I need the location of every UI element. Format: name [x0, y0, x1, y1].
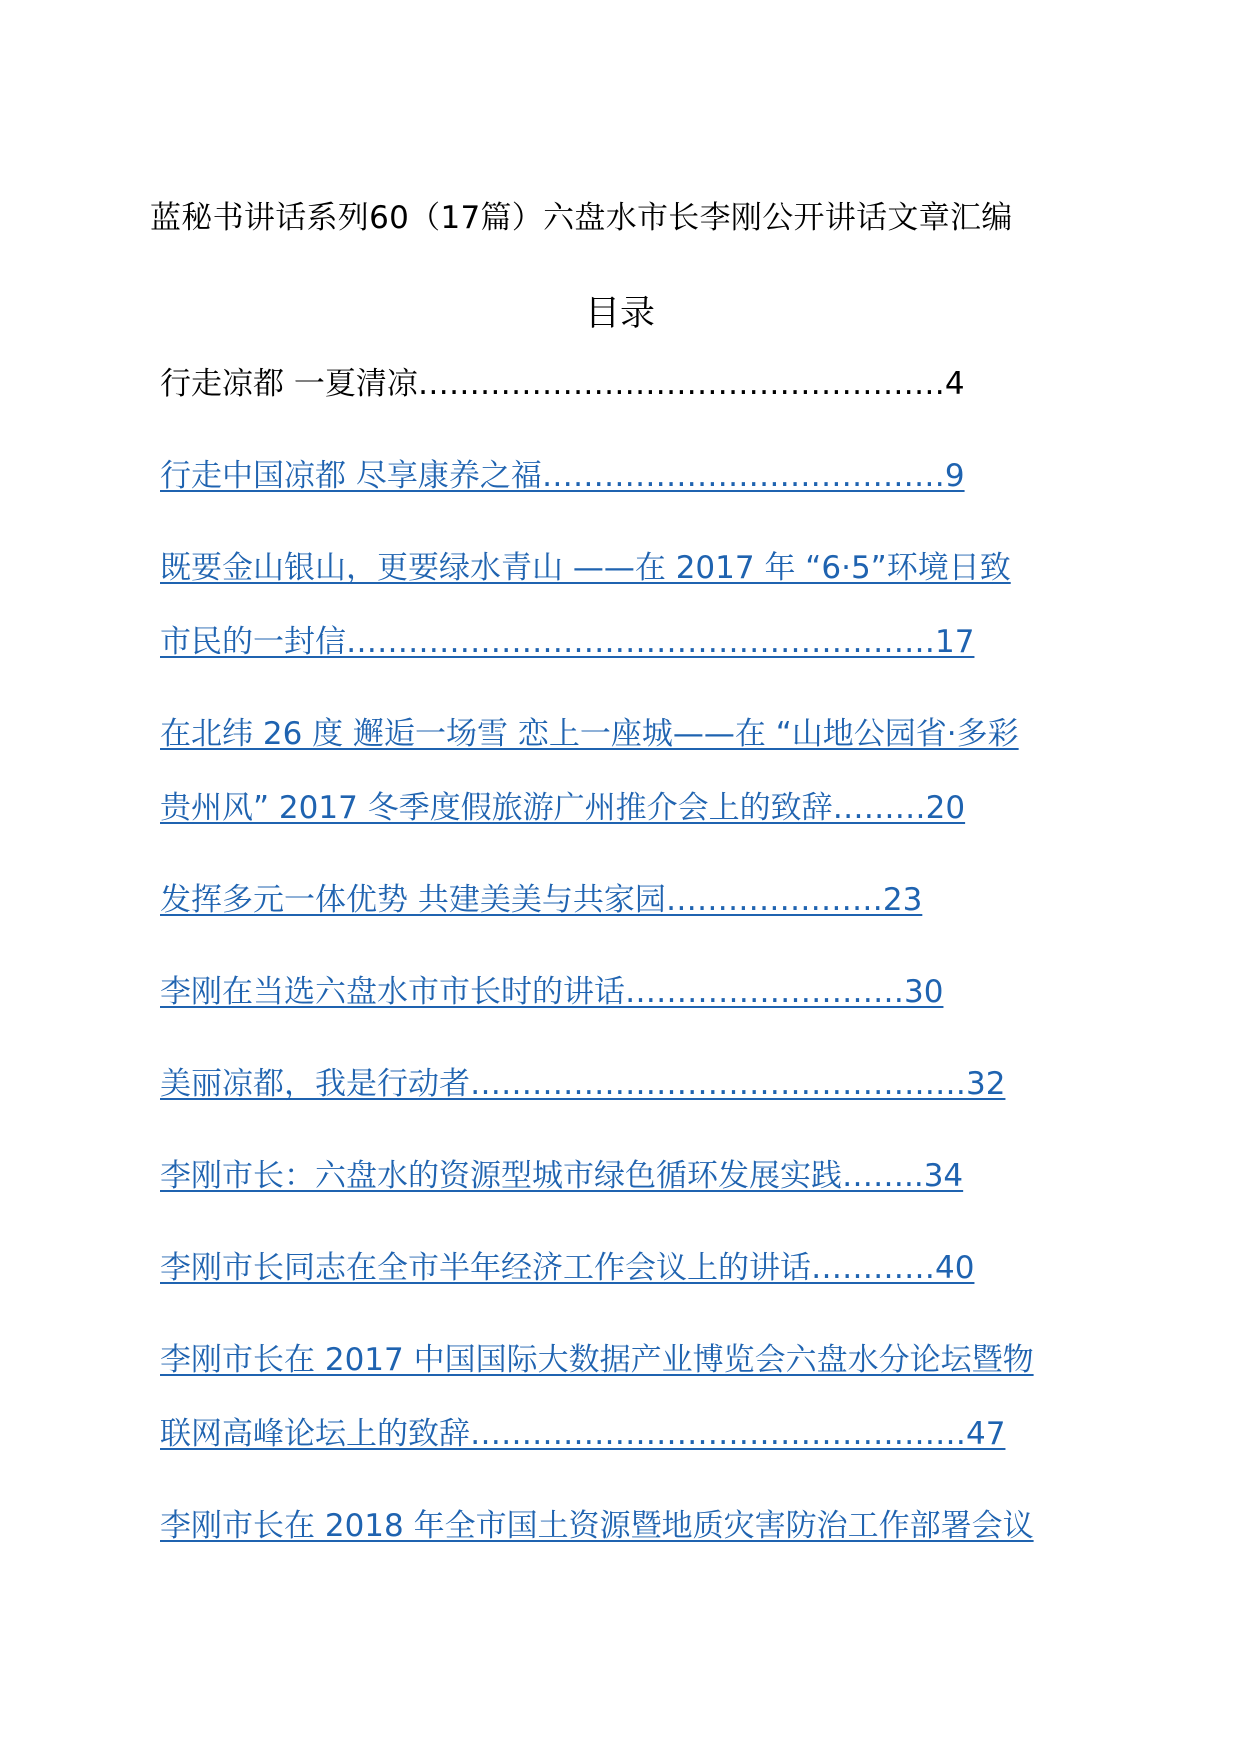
toc-entry-10-link[interactable]	[160, 1338, 1096, 1382]
document-title: 蓝秘书讲话系列60（17篇）六盘水市长李刚公开讲话文章汇编	[150, 200, 1013, 236]
toc-entry-7-link[interactable]	[160, 1062, 1026, 1106]
toc-entry-11-link[interactable]	[160, 1504, 1096, 1548]
toc-entry-2-link[interactable]	[160, 454, 1026, 498]
toc-entry-3-link-cont[interactable]	[160, 620, 1026, 664]
toc-entry-text[interactable]: 贵州风” 2017 冬季度假旅游广州推介会上的致辞………20	[160, 790, 966, 826]
toc-entry-text[interactable]: 发挥多元一体优势 共建美美与共家园…………………23	[160, 882, 923, 918]
toc-entry-8-link[interactable]	[160, 1154, 1026, 1198]
toc-entry-text[interactable]: 李刚市长在 2018 年全市国土资源暨地质灾害防治工作部署会议	[160, 1508, 1034, 1544]
toc-entry-9-link[interactable]	[160, 1246, 1026, 1290]
toc-entry-text[interactable]: 在北纬 26 度 邂逅一场雪 恋上一座城——在 “山地公园省·多彩	[160, 716, 1019, 752]
toc-entry-text[interactable]: 既要金山银山，更要绿水青山 ——在 2017 年 “6·5”环境日致	[160, 550, 1011, 586]
toc-entry-text[interactable]: 市民的一封信…………………………………………………17	[160, 624, 975, 660]
toc-entry-4-link[interactable]	[160, 712, 1096, 756]
toc-entry-1	[160, 362, 1026, 406]
toc-entry-text[interactable]: 李刚市长同志在全市半年经济工作会议上的讲话…………40	[160, 1250, 975, 1286]
toc-entry-text[interactable]: 李刚在当选六盘水市市长时的讲话………………………30	[160, 974, 944, 1010]
toc-entry-5-link[interactable]	[160, 878, 1026, 922]
toc-entry-text[interactable]: 行走中国凉都 尽享康养之福…………………………………9	[160, 458, 965, 494]
toc-entry-3-link[interactable]	[160, 546, 1096, 590]
toc-heading: 目录	[584, 294, 655, 334]
toc-entry-4-link-cont[interactable]	[160, 786, 1026, 830]
toc-entry-6-link[interactable]	[160, 970, 1026, 1014]
toc-entry-text[interactable]: 联网高峰论坛上的致辞…………………………………………47	[160, 1416, 1006, 1452]
toc-entry-text: 行走凉都 一夏清凉……………………………………………4	[160, 366, 965, 402]
toc-entry-text[interactable]: 美丽凉都，我是行动者…………………………………………32	[160, 1066, 1006, 1102]
toc-entry-text[interactable]: 李刚市长在 2017 中国国际大数据产业博览会六盘水分论坛暨物	[160, 1342, 1034, 1378]
toc-entry-10-link-cont[interactable]	[160, 1412, 1026, 1456]
toc-entry-text[interactable]: 李刚市长：六盘水的资源型城市绿色循环发展实践……..34	[160, 1158, 964, 1194]
